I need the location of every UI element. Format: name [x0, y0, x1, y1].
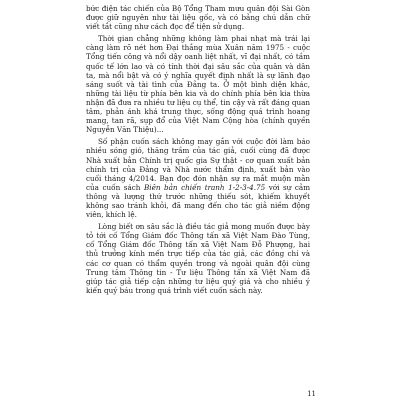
- paragraph: [86, 137, 310, 219]
- paragraph: [86, 4, 310, 31]
- paragraph: [86, 222, 310, 295]
- paragraph-text: với sự cảm thông và lượng thứ trước những thiếu sót, khiếm khuyết không sao tránh khỏi, đã mang đến cho tác giả niềm động viên, khích lệ.: [86, 182, 311, 220]
- book-title-italic: Biên bản chiến tranh 1-2-3-4.75: [143, 182, 266, 192]
- paragraph-text: Thời gian chẳng những không làm phai nhạt mà trái lại càng làm rõ nét hơn Đại thắng mùa Xuân năm 1975 - cuộc Tổng tiến công và nổi dậy oanh liệt nhất, vĩ đại nhất, có tầm quốc tế lớn lao và có tính thời đại sâu sắc của quân và dân ta, mà nổi bật và có ý nghĩa quyết định nhất là sự lãnh đạo sáng suốt và tài tình của Đảng ta. Ở một bình diện khác, những tài liệu từ phía bên kia và do chính phía bên kia thừa nhận đã đưa ra nhiều tư liệu cụ thể, tin cậy và rất đáng quan tâm, phản ánh khá trung thực, sống động quá trình hoang mang, tan rã, sụp đổ của Việt Nam Cộng hòa (chính quyền Nguyễn Văn Thiệu)...: [86, 34, 310, 135]
- paragraph-text: Số phận cuốn sách không may gắn với cuộc đời làm báo nhiều sóng gió, thăng trầm của tác giả, cuối cùng đã được Nhà xuất bản Chính trị quốc gia Sự thật - cơ quan xuất bản chính trị của Đảng và Nhà nước thẩm định, xuất bản vào cuối tháng 4/2014. Bạn đọc đón nhận sự ra mắt muộn mằn của cuốn sách: [86, 137, 310, 192]
- paragraph-text: Lòng biết ơn sâu sắc là điều tác giả mong muốn được bày tỏ tới cố Tổng Giám đốc Thông tấn xã Việt Nam Đào Tùng, cố Tổng Giám đốc Thông tấn xã Việt Nam Đỗ Phượng, hai thủ trưởng kính mến trực tiếp của tác giả, các đồng chí và các cơ quan có thẩm quyền trong và ngoài quân đội cùng Trung tâm Thông tin - Tư liệu Thông tấn xã Việt Nam đã giúp tác giả tiếp cận những tư liệu quý giá và cho nhiều ý kiến quý báu trong quá trình viết cuốn sách này.: [86, 222, 310, 295]
- body-text: [86, 4, 310, 298]
- paragraph: [86, 34, 310, 134]
- paragraph-text: bức điện tác chiến của Bộ Tổng Tham mưu quân đội Sài Gòn được giữ nguyên như tài liệu gốc, và có bảng chú dẫn chữ viết tắt cũng như cách đọc để tiện sử dụng.: [86, 4, 310, 32]
- page-number: 11: [307, 390, 316, 398]
